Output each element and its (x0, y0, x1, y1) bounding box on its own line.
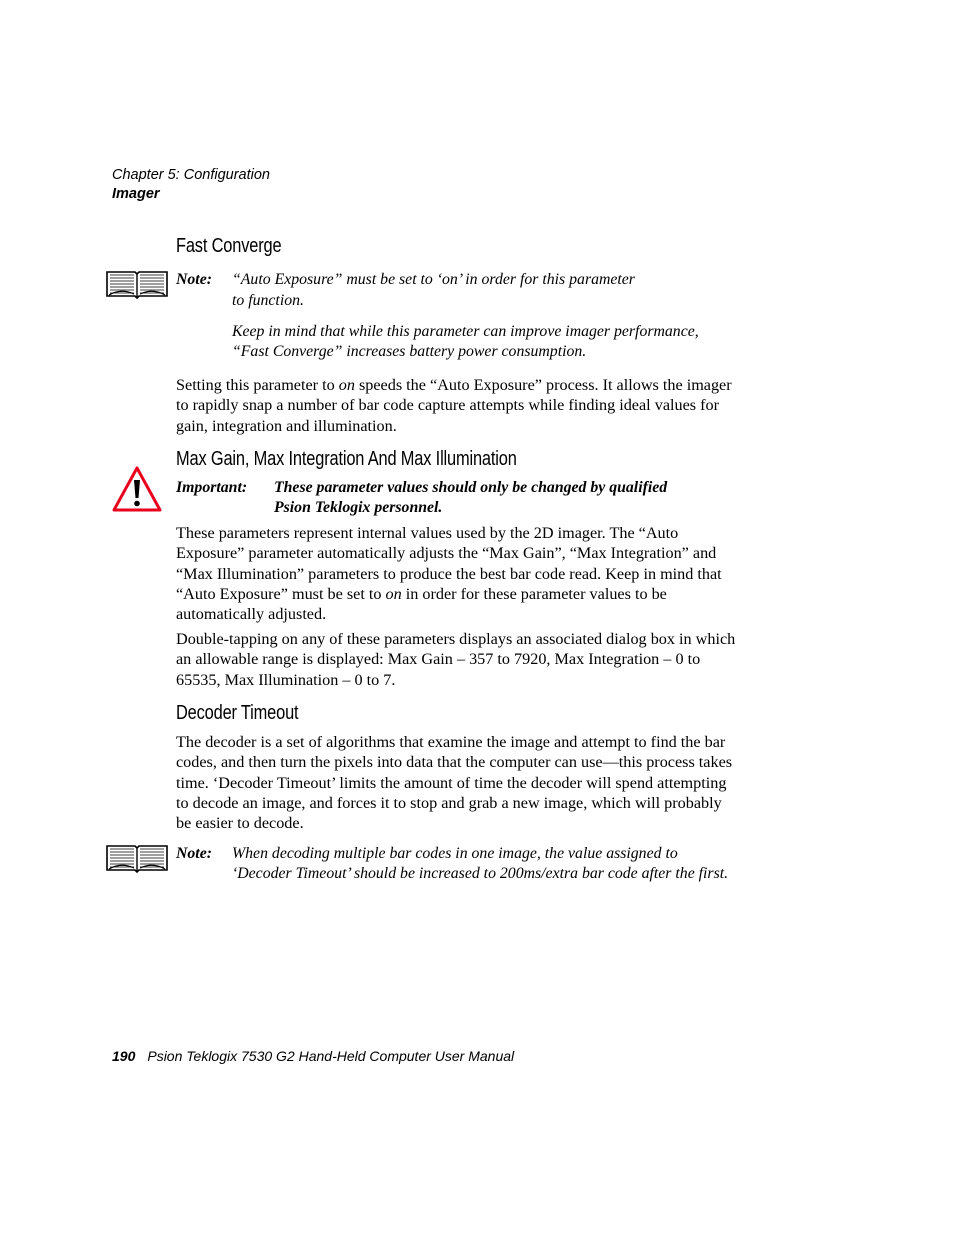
paragraph: The decoder is a set of algorithms that examine the image and attempt to find the bar codes, and then turn the pixels into data that the computer can use—this process takes time. ‘Decoder Timeout’ limits the amount of time the decoder will spend attempting to decode an image, and forces it to stop and grab a new image, which will probably be easier to decode. (176, 733, 733, 833)
page-number: 190 (112, 1048, 136, 1064)
section-title-fast-converge: Fast Converge (176, 235, 282, 257)
warning-triangle-icon (111, 465, 163, 513)
section-title-decoder-timeout: Decoder Timeout (176, 702, 299, 724)
text-run: These parameters represent internal values used by the 2D imager. The “Auto Exposure” parameter automatically adjusts the “Max Gain”, “Max Integration” and “Max Illumination” parameters to produce the best bar code read. Keep in mind that “Auto Exposure” must be set to (176, 524, 722, 603)
page-footer (112, 1048, 514, 1064)
emphasis: on (385, 584, 402, 603)
chapter-header (112, 167, 270, 202)
text-run: in order for these parameter values to be automatically adjusted. (176, 584, 667, 624)
text-run: Setting this parameter to (176, 376, 339, 394)
open-book-icon (105, 268, 169, 300)
note-line: ‘Decoder Timeout’ should be increased to 200ms/extra bar code after the first. (232, 865, 729, 882)
manual-title: Psion Teklogix 7530 G2 Hand-Held Computer User Manual (147, 1048, 515, 1064)
note-fast-converge (176, 270, 699, 360)
note-label: Note: (176, 845, 212, 862)
note-line: “Fast Converge” increases battery power consumption. (232, 343, 587, 360)
paragraph: Double-tapping on any of these parameters displays an associated dialog box in which an allowable range is displayed: Max Gain – 357 to 7920, Max Integration – 0 to 65535, Max Illumination – 0 to 7. (176, 630, 736, 689)
note-line: to function. (232, 292, 304, 309)
emphasis: on (338, 376, 355, 394)
chapter-label: Chapter 5: Configuration (112, 167, 270, 183)
section-label: Imager (112, 186, 160, 202)
paragraph (176, 523, 738, 624)
text-run: speeds the “Auto Exposure” process. It allows the imager to rapidly snap a number of bar code capture attempts while finding ideal values for gain, integration and illumination. (176, 376, 732, 435)
note-decoder-timeout (176, 844, 729, 882)
important-label: Important: (176, 479, 248, 496)
important-line: Psion Teklogix personnel. (274, 498, 443, 516)
note-line: Keep in mind that while this parameter can improve imager performance, (232, 323, 699, 340)
note-line: “Auto Exposure” must be set to ‘on’ in order for this parameter (232, 271, 635, 288)
paragraph (176, 375, 738, 436)
note-line: When decoding multiple bar codes in one image, the value assigned to (232, 845, 678, 862)
section-title-max-gain: Max Gain, Max Integration And Max Illumination (176, 448, 517, 470)
open-book-icon (105, 842, 169, 874)
note-label: Note: (176, 271, 212, 288)
important-line: These parameter values should only be changed by qualified (274, 479, 668, 496)
important-notice (176, 478, 668, 516)
